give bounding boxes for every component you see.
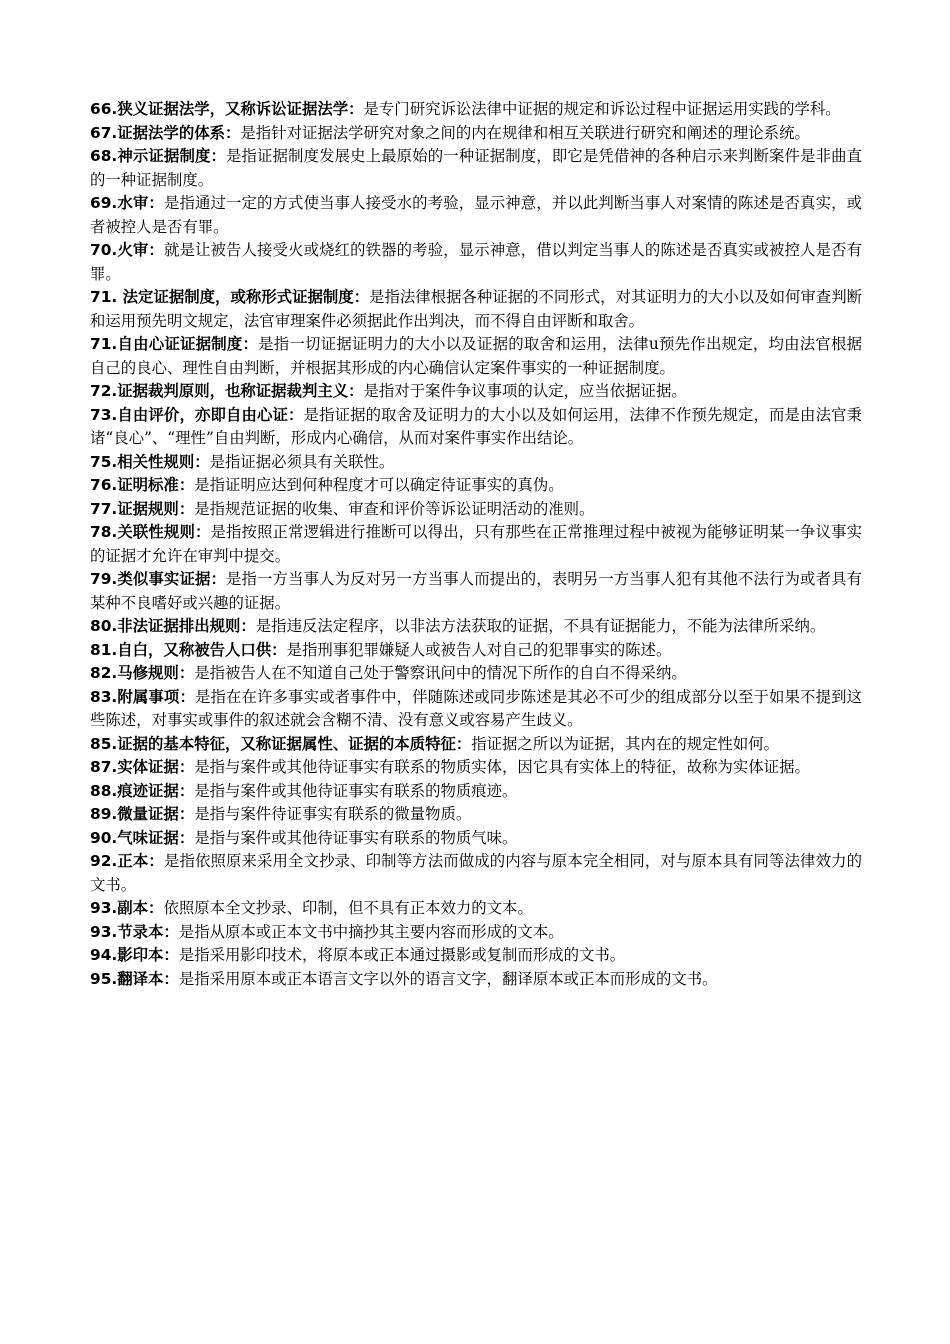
glossary-entry — [90, 639, 862, 663]
entry-term: 70.火审： — [90, 241, 164, 259]
entry-definition: 依照原本全文抄录、印制，但不具有正本效力的文本。 — [163, 899, 533, 917]
glossary-body — [90, 98, 862, 991]
entry-term: 87.实体证据： — [90, 758, 195, 776]
entry-term: 89.微量证据： — [90, 805, 195, 823]
entry-definition: 是指采用影印技术，将原本或正本通过摄影或复制而形成的文书。 — [178, 946, 626, 964]
entry-definition: 是指证据必须具有关联性。 — [209, 452, 395, 471]
entry-term: 76.证明标准： — [90, 476, 195, 494]
entry-term: 72.证据裁判原则，也称证据裁判主义： — [90, 382, 364, 400]
glossary-entry — [90, 498, 862, 522]
entry-definition: 是指刑事犯罪嫌疑人或被告人对自己的犯罪事实的陈述。 — [286, 640, 672, 659]
glossary-entry — [90, 897, 862, 921]
entry-term: 71. 法定证据制度，或称形式证据制度： — [90, 288, 370, 306]
glossary-entry — [90, 122, 862, 146]
glossary-entry — [90, 333, 862, 380]
entry-term: 90.气味证据： — [90, 828, 195, 847]
entry-definition: 是指违反法定程序，以非法方法获取的证据，不具有证据能力，不能为法律所采纳。 — [255, 617, 826, 635]
entry-definition: 是指按照正常逻辑进行推断可以得出，只有那些在正常推理过程中被视为能够证明某一争议事实的证据才允许在审判中提交。 — [90, 523, 862, 565]
entry-term: 71.自由心证证据制度： — [90, 335, 259, 353]
entry-term: 77.证据规则： — [90, 499, 195, 518]
entry-definition: 是指一切证据证明力的大小以及证据的取舍和运用，法律u预先作出规定，均由法官根据自己的良心、理性自由判断，并根据其形成的内心确信认定案件事实的一种证据制度。 — [90, 335, 862, 377]
entry-term: 92.正本： — [90, 852, 164, 870]
entry-term: 66.狭义证据法学，又称诉讼证据法学： — [90, 100, 364, 118]
glossary-entry — [90, 98, 862, 122]
glossary-entry — [90, 662, 862, 686]
entry-definition: 是指一方当事人为反对另一方当事人而提出的，表明另一方当事人犯有其他不法行为或者具有某种不良嗜好或兴趣的证据。 — [90, 570, 862, 612]
glossary-entry — [90, 192, 862, 239]
entry-definition: 指证据之所以为证据，其内在的规定性如何。 — [471, 734, 780, 753]
entry-term: 95.翻译本： — [90, 969, 179, 988]
glossary-entry — [90, 944, 862, 968]
glossary-entry — [90, 733, 862, 757]
entry-definition: 是指与案件或其他待证事实有联系的物质气味。 — [194, 828, 518, 847]
entry-definition: 是指证据制度发展史上最原始的一种证据制度，即它是凭借神的各种启示来判断案件是非曲直的一种证据制度。 — [90, 147, 862, 189]
entry-term: 73.自由评价，亦即自由心证： — [90, 405, 304, 424]
glossary-entry — [90, 850, 862, 897]
glossary-entry — [90, 827, 862, 851]
entry-definition: 是指通过一定的方式使当事人接受水的考验，显示神意，并以此判断当事人对案情的陈述是否真实，或者被控人是否有罪。 — [90, 194, 862, 236]
entry-definition: 是指与案件或其他待证事实有联系的物质痕迹。 — [194, 781, 518, 800]
glossary-entry — [90, 474, 862, 498]
glossary-entry — [90, 615, 862, 639]
entry-definition: 是指采用原本或正本语言文字以外的语言文字，翻译原本或正本而形成的文书。 — [178, 969, 718, 988]
glossary-entry — [90, 239, 862, 286]
glossary-entry — [90, 756, 862, 780]
entry-term: 69.水审： — [90, 194, 164, 212]
glossary-entry — [90, 521, 862, 568]
entry-term: 88.痕迹证据： — [90, 781, 195, 800]
entry-definition: 是指与案件待证事实有联系的微量物质。 — [194, 805, 472, 823]
entry-term: 93.副本： — [90, 899, 164, 917]
entry-definition: 是指证明应达到何种程度才可以确定待证事实的真伪。 — [194, 476, 564, 494]
entry-term: 78.关联性规则： — [90, 523, 211, 541]
entry-definition: 是指针对证据法学研究对象之间的内在规律和相互关联进行研究和阐述的理论系统。 — [240, 123, 810, 142]
glossary-entry — [90, 404, 862, 451]
entry-term: 93.节录本： — [90, 922, 179, 941]
glossary-entry — [90, 451, 862, 475]
entry-definition: 是指对于案件争议事项的认定，应当依据证据。 — [363, 382, 687, 400]
entry-definition: 是指与案件或其他待证事实有联系的物质实体，因它具有实体上的特征，故称为实体证据。 — [194, 758, 810, 776]
entry-term: 67.证据法学的体系： — [90, 123, 241, 142]
entry-definition: 是指规范证据的收集、审查和评价等诉讼证明活动的准则。 — [194, 499, 595, 518]
glossary-entry — [90, 921, 862, 945]
entry-term: 82.马修规则： — [90, 664, 195, 682]
entry-term: 83.附属事项： — [90, 687, 195, 706]
glossary-entry — [90, 780, 862, 804]
entry-definition: 是指从原本或正本文书中摘抄其主要内容而形成的文本。 — [178, 922, 564, 941]
glossary-entry — [90, 803, 862, 827]
entry-term: 94.影印本： — [90, 946, 179, 964]
glossary-entry — [90, 568, 862, 615]
entry-term: 79.类似事实证据： — [90, 570, 226, 588]
entry-definition: 是指法律根据各种证据的不同形式，对其证明力的大小以及如何审查判断和运用预先明文规定，法官审理案件必须据此作出判决，而不得自由评断和取舍。 — [90, 288, 862, 330]
entry-definition: 是指被告人在不知道自己处于警察讯问中的情况下所作的自白不得采纳。 — [194, 664, 687, 682]
glossary-entry — [90, 286, 862, 333]
glossary-entry — [90, 380, 862, 404]
entry-definition: 是指证据的取舍及证明力的大小以及如何运用，法律不作预先规定，而是由法官秉诸“良心”、“理性”自由判断，形成内心确信，从而对案件事实作出结论。 — [90, 405, 862, 447]
glossary-entry — [90, 968, 862, 992]
entry-definition: 就是让被告人接受火或烧红的铁器的考验，显示神意，借以判定当事人的陈述是否真实或被控人是否有罪。 — [90, 241, 862, 283]
entry-definition: 是指依照原来采用全文抄录、印制等方法而做成的内容与原本完全相同，对与原本具有同等法律效力的文书。 — [90, 852, 862, 894]
entry-term: 85.证据的基本特征，又称证据属性、证据的本质特征： — [90, 734, 472, 753]
entry-term: 81.自白，又称被告人口供： — [90, 640, 287, 659]
entry-term: 75.相关性规则： — [90, 452, 210, 471]
entry-term: 68.神示证据制度： — [90, 147, 226, 165]
glossary-entry — [90, 145, 862, 192]
entry-term: 80.非法证据排出规则： — [90, 617, 256, 635]
entry-definition: 是指在在许多事实或者事件中，伴随陈述或同步陈述是其必不可少的组成部分以至于如果不提到这些陈述，对事实或事件的叙述就会含糊不清、没有意义或容易产生歧义。 — [90, 687, 862, 729]
entry-definition: 是专门研究诉讼法律中证据的规定和诉讼过程中证据运用实践的学科。 — [363, 100, 841, 118]
glossary-entry — [90, 686, 862, 733]
